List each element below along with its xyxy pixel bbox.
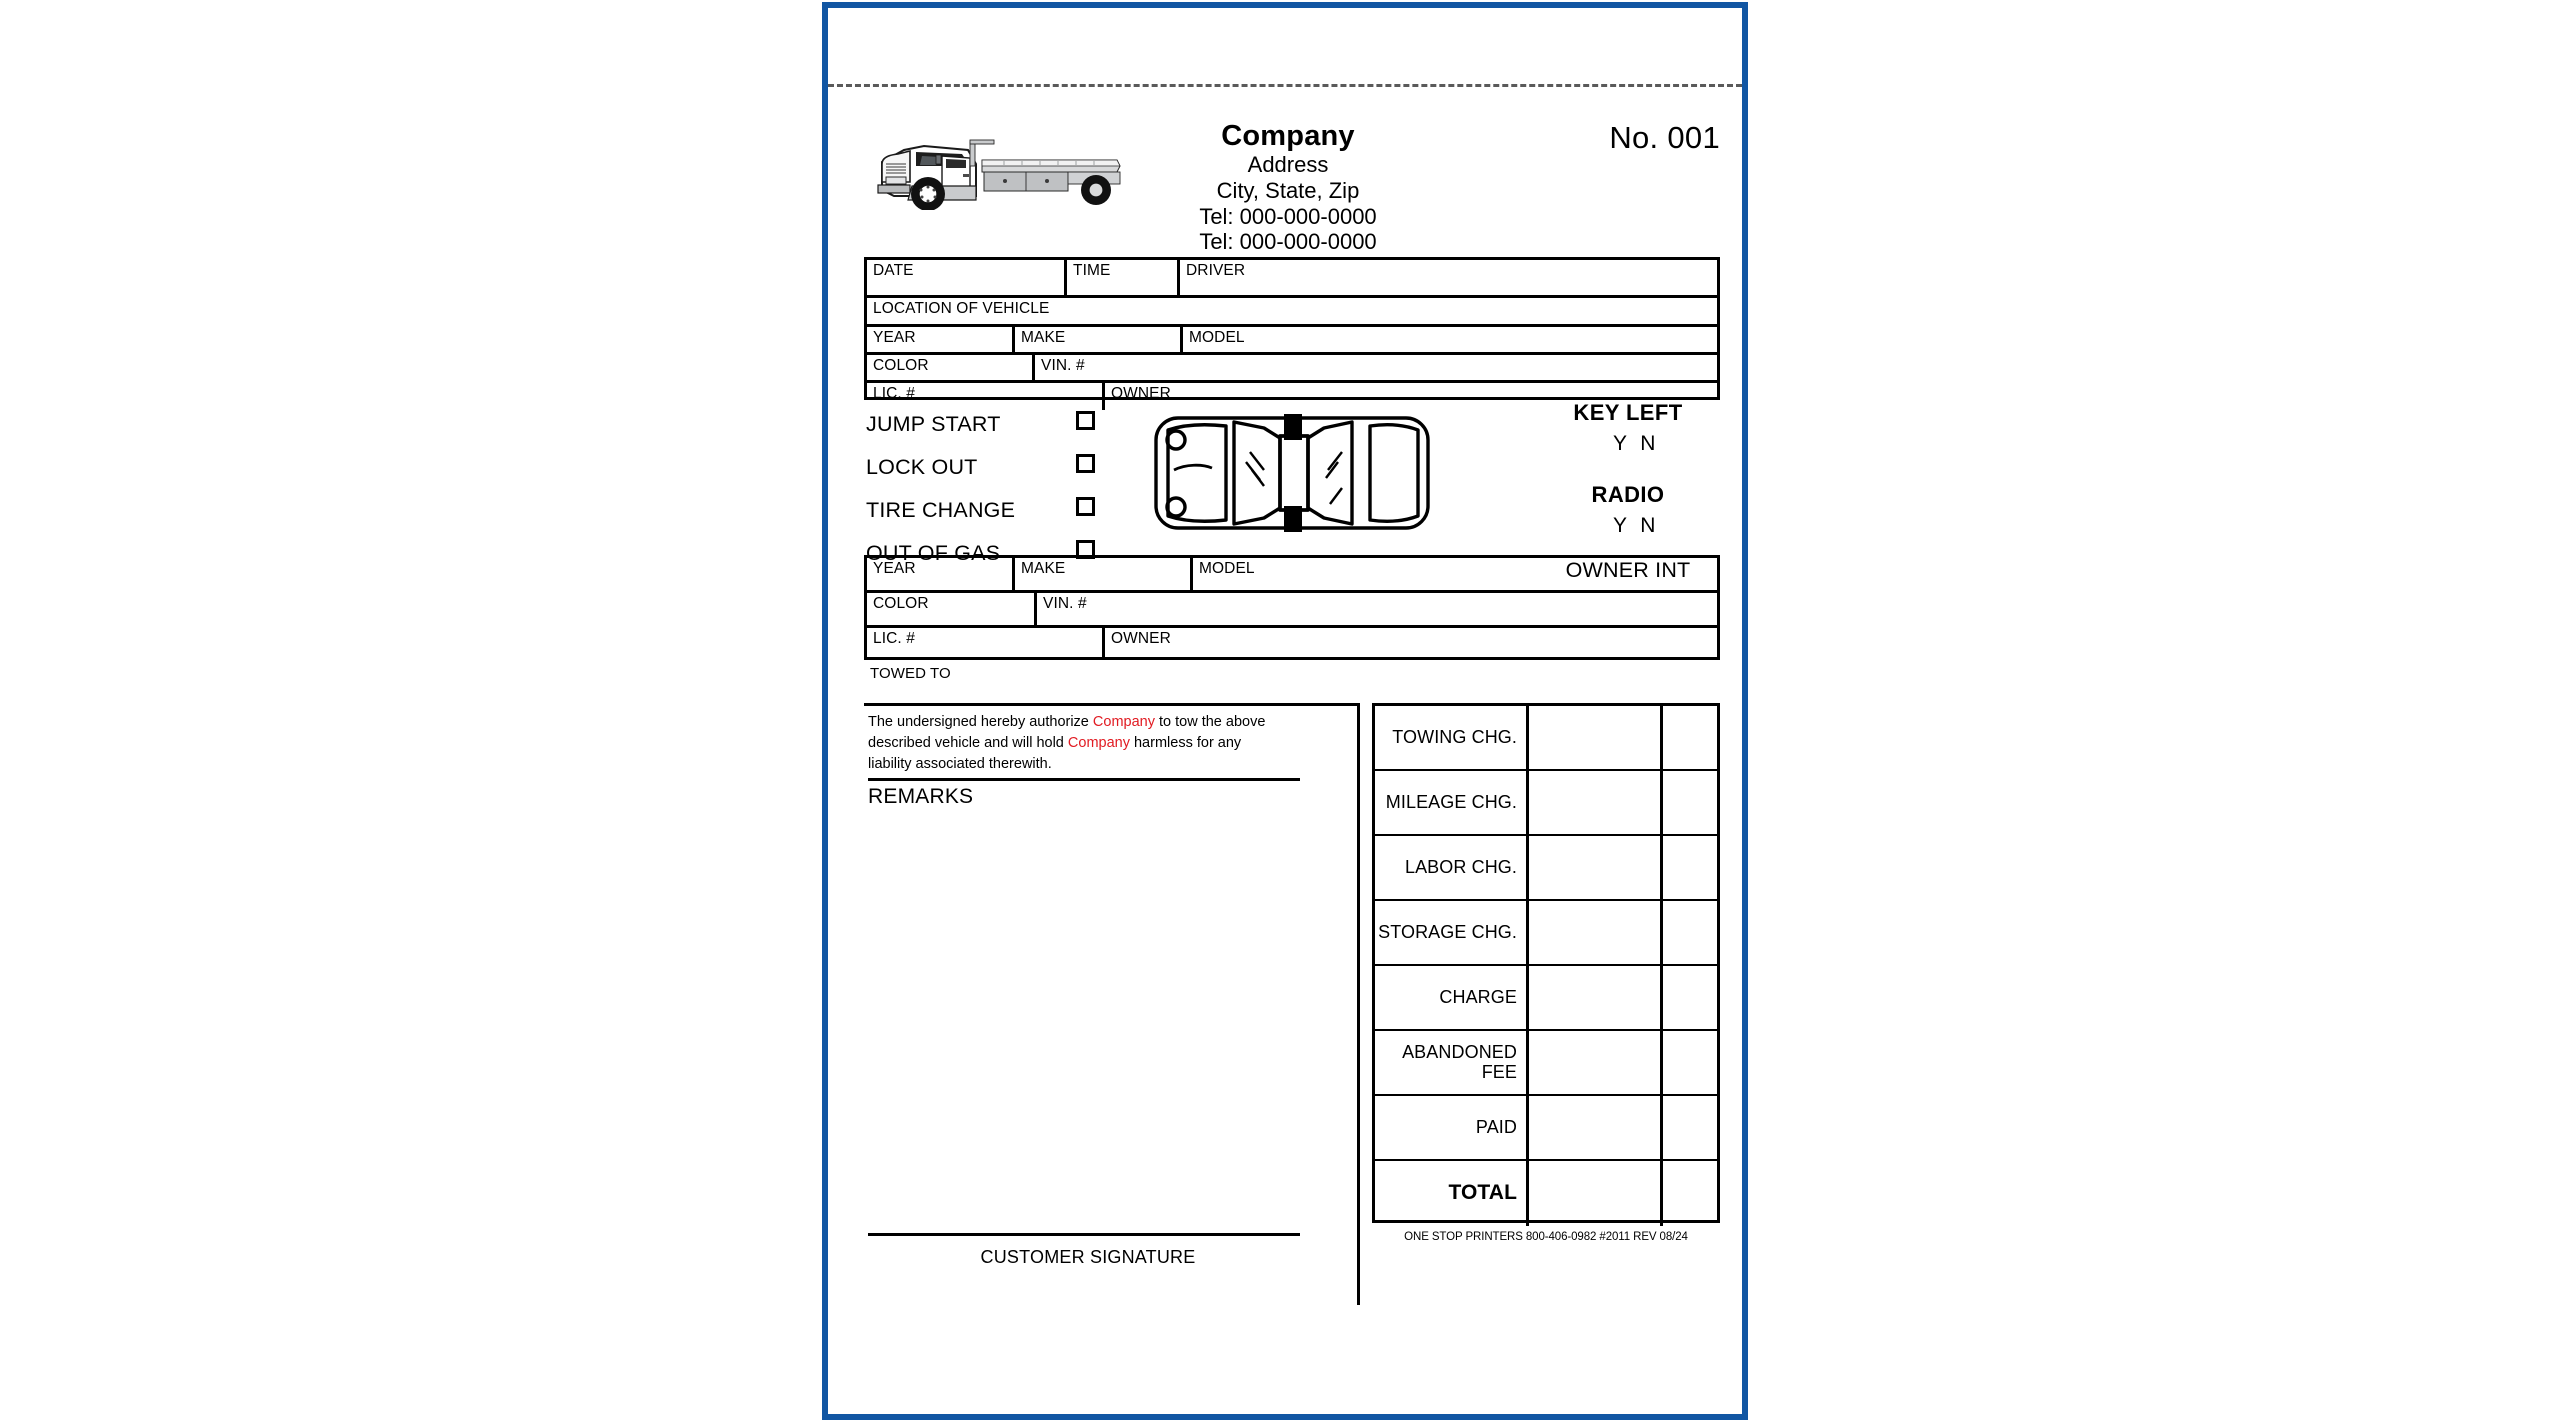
radio-no[interactable]: N (1640, 514, 1656, 537)
company-city-state-zip: City, State, Zip (1216, 177, 1360, 203)
field-owner[interactable]: OWNER (1111, 385, 1171, 402)
charge-cents-towing[interactable] (1663, 706, 1717, 769)
radio-title: RADIO (1591, 482, 1665, 507)
charge-label-paid: PAID (1375, 1096, 1529, 1159)
radio-yn (1528, 514, 1728, 538)
charge-cents-total[interactable] (1663, 1161, 1717, 1226)
service-row-tire-change (858, 494, 1158, 537)
charge-label-total: TOTAL (1375, 1161, 1529, 1226)
radio-yes[interactable]: Y (1612, 514, 1628, 537)
key-left-title: KEY LEFT (1573, 400, 1683, 425)
field-model-2[interactable]: MODEL (1199, 560, 1255, 577)
charge-cents-abandoned-fee[interactable] (1663, 1031, 1717, 1094)
invoice-sheet (822, 2, 1748, 1420)
auth-company-1: Company (1092, 714, 1155, 730)
charge-amount-labor[interactable] (1529, 836, 1663, 899)
key-left-yes[interactable]: Y (1612, 432, 1628, 455)
bottom-section (864, 703, 1720, 1305)
charge-amount-abandoned-fee[interactable] (1529, 1031, 1663, 1094)
service-row-jump-start (858, 408, 1158, 451)
charge-amount-paid[interactable] (1529, 1096, 1663, 1159)
field-vin[interactable]: VIN. # (1041, 357, 1085, 374)
owner-int-label: OWNER INT (1565, 558, 1691, 582)
field-lic[interactable]: LIC. # (867, 383, 1105, 410)
authorization-panel (864, 703, 1360, 1305)
printer-footer-text: ONE STOP PRINTERS 800-406-0982 #2011 REV 08/24 (1404, 1231, 1688, 1243)
remarks-label: REMARKS (868, 785, 974, 808)
auth-company-2: Company (1067, 735, 1130, 752)
key-left-no[interactable]: N (1640, 432, 1656, 455)
charge-cents-storage[interactable] (1663, 901, 1717, 964)
charge-label-charge: CHARGE (1375, 966, 1529, 1029)
charge-cents-mileage[interactable] (1663, 771, 1717, 834)
charge-label-labor: LABOR CHG. (1375, 836, 1529, 899)
invoice-number: No. 001 (1609, 120, 1720, 155)
field-lic-2[interactable]: LIC. # (867, 628, 1105, 660)
table-row (1375, 836, 1717, 901)
table-row (867, 593, 1717, 628)
checkbox-tire-change[interactable] (1076, 497, 1095, 516)
signature-line[interactable] (868, 1233, 1300, 1236)
charge-amount-towing[interactable] (1529, 706, 1663, 769)
charges-table (1372, 703, 1720, 1223)
service-row-lock-out (858, 451, 1158, 494)
field-color-2[interactable]: COLOR (867, 593, 1037, 625)
charge-amount-charge[interactable] (1529, 966, 1663, 1029)
company-tel-1: Tel: 000-000-0000 (1199, 203, 1377, 229)
field-model[interactable]: MODEL (1189, 329, 1245, 346)
table-row (1375, 1031, 1717, 1096)
company-name: Company (1221, 120, 1355, 152)
customer-signature-label: CUSTOMER SIGNATURE (980, 1247, 1196, 1267)
field-location-of-vehicle[interactable]: LOCATION OF VEHICLE (873, 300, 1050, 317)
table-row (867, 628, 1717, 660)
charge-amount-total[interactable] (1529, 1161, 1663, 1226)
charge-label-towing: TOWING CHG. (1375, 706, 1529, 769)
charge-cents-labor[interactable] (1663, 836, 1717, 899)
auth-part-2: to tow the above described vehicle and will hold (868, 714, 1266, 752)
table-row (1375, 771, 1717, 836)
company-tel-2: Tel: 000-000-0000 (1199, 229, 1377, 255)
table-row (867, 298, 1717, 327)
authorization-text (868, 712, 1288, 775)
charge-label-storage: STORAGE CHG. (1375, 901, 1529, 964)
service-label: OUT OF GAS (866, 541, 1001, 565)
vehicle-info-table-secondary (864, 555, 1720, 660)
table-row (867, 327, 1717, 355)
vehicle-info-table-primary (864, 257, 1720, 400)
charge-label-abandoned-fee: ABANDONED FEE (1375, 1031, 1529, 1094)
key-left-yn (1528, 432, 1728, 456)
table-row (1375, 1161, 1717, 1226)
auth-part-1: The undersigned hereby authorize (868, 714, 1093, 730)
field-driver[interactable]: DRIVER (1186, 262, 1246, 279)
charge-label-mileage: MILEAGE CHG. (1375, 771, 1529, 834)
perforation-dashed-line (828, 84, 1742, 87)
table-row (867, 355, 1717, 383)
table-row (867, 260, 1717, 298)
field-year-2[interactable]: YEAR (867, 558, 1015, 590)
car-top-view-diagram-icon[interactable] (1146, 408, 1496, 538)
field-date[interactable]: DATE (867, 260, 1067, 295)
service-label: JUMP START (866, 412, 1001, 436)
field-make[interactable]: MAKE (1015, 327, 1183, 352)
table-row (1375, 901, 1717, 966)
table-row (867, 558, 1717, 593)
table-row (1375, 706, 1717, 771)
company-header-block (988, 120, 1588, 255)
field-year[interactable]: YEAR (867, 327, 1015, 352)
charge-cents-paid[interactable] (1663, 1096, 1717, 1159)
checkbox-jump-start[interactable] (1076, 411, 1095, 430)
charge-amount-mileage[interactable] (1529, 771, 1663, 834)
checkbox-lock-out[interactable] (1076, 454, 1095, 473)
table-row (1375, 966, 1717, 1031)
field-vin-2[interactable]: VIN. # (1043, 595, 1087, 612)
field-time[interactable]: TIME (1067, 260, 1180, 295)
service-label: TIRE CHANGE (866, 498, 1016, 522)
remarks-divider (868, 778, 1300, 781)
charge-amount-storage[interactable] (1529, 901, 1663, 964)
auth-part-3: harmless for any liability associated therewith. (868, 735, 1242, 773)
field-owner-2[interactable]: OWNER (1111, 630, 1171, 647)
service-label: LOCK OUT (866, 455, 978, 479)
field-color[interactable]: COLOR (867, 355, 1035, 380)
towed-to-label: TOWED TO (870, 665, 951, 682)
field-make-2[interactable]: MAKE (1015, 558, 1193, 590)
table-row (1375, 1096, 1717, 1161)
charge-cents-charge[interactable] (1663, 966, 1717, 1029)
company-address: Address (1247, 152, 1329, 178)
